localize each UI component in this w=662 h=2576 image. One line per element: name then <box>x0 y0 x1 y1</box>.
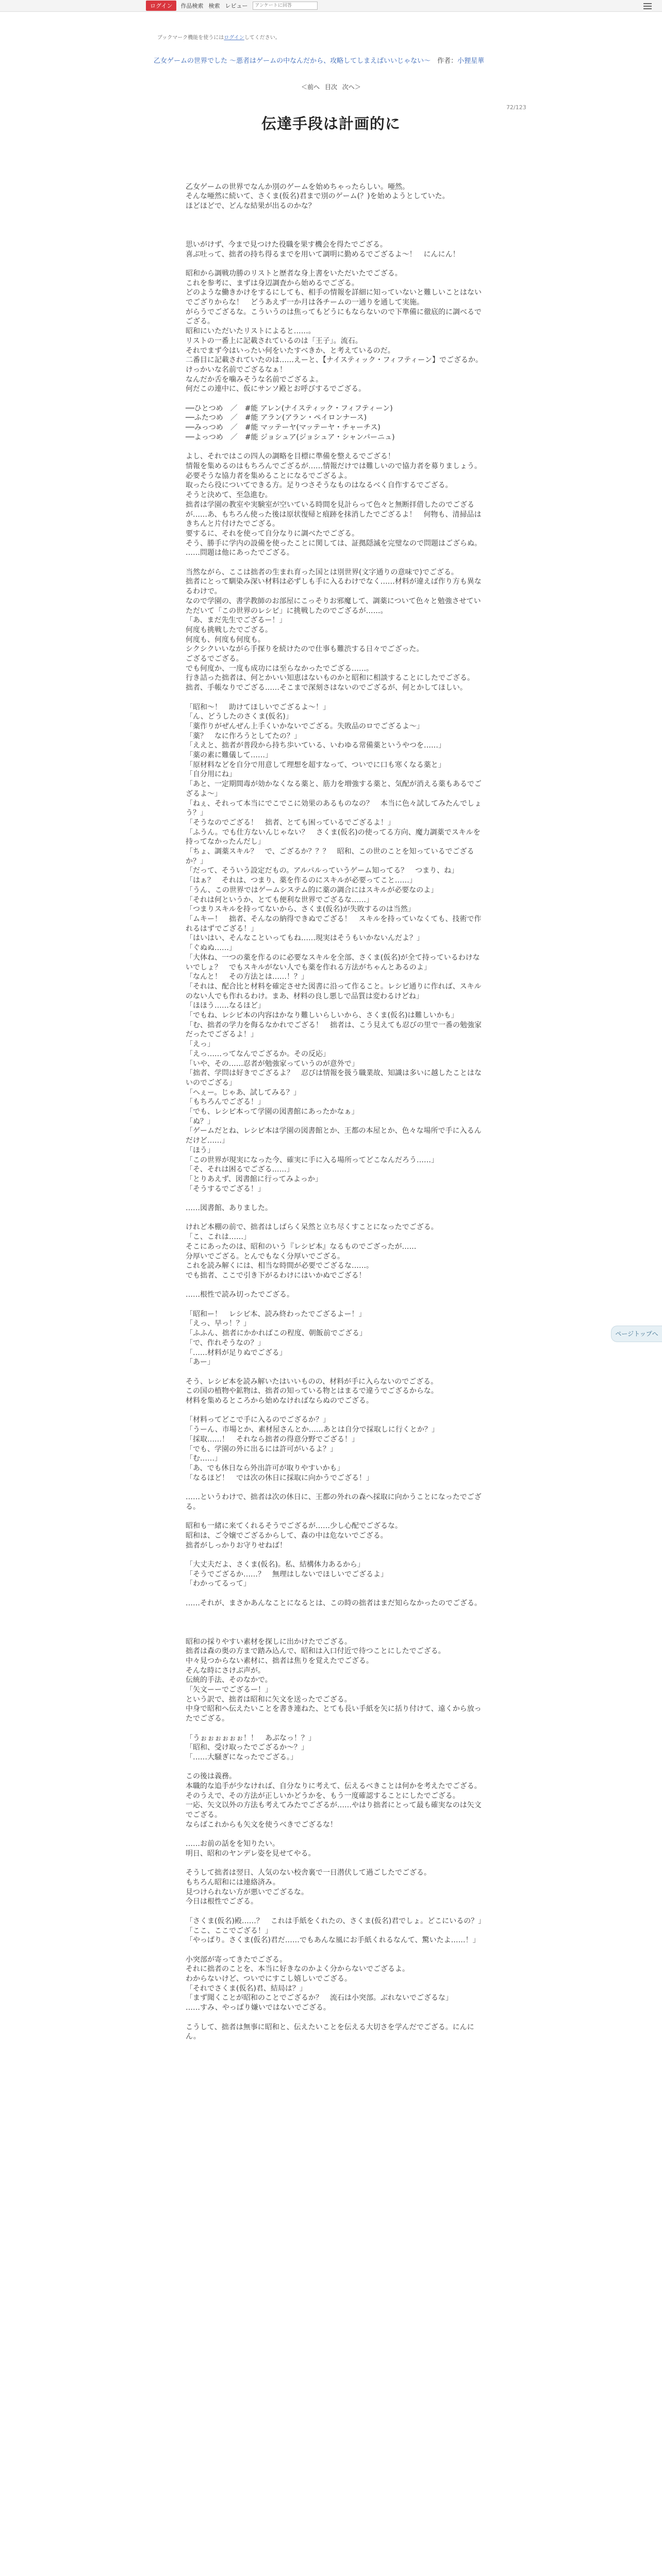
body-paragraph: 「まず聞くことが昭和のことでござるか？ 流石は小突部。ぶれないでござるな」 <box>186 1994 453 2003</box>
body-paragraph: そうして拙者は翌日、人気のない校舎裏で一日潜伏して過ごしたでござる。 <box>186 1869 431 1877</box>
body-paragraph: 「この世界が現実になった今、確実に手に入る場所ってどこなんだろう……」 <box>186 1156 438 1164</box>
body-paragraph: 「ねぇ、それって本当にでこでこに効果のあるものなの？ 本当に色々試してみたんでしょう？」 <box>186 799 482 818</box>
body-paragraph: 「はいはい、そんなこといってもね……現実はそうもいかないんだよ？」 <box>186 934 424 943</box>
body-paragraph <box>186 211 485 221</box>
body-paragraph: ……お前の話をを知りたい。 <box>186 1840 279 1849</box>
body-paragraph: 「へぇー。じゃあ、試してみる？」 <box>186 1088 301 1097</box>
body-paragraph <box>186 173 485 182</box>
body-paragraph: ほどほどで、どんな結果が出るのかな？ <box>186 202 316 211</box>
body-paragraph <box>186 1300 485 1310</box>
author-link[interactable]: 小狸星華 <box>457 57 485 65</box>
notice-text: ブックマーク機能を使うには <box>157 35 224 41</box>
body-paragraph: 「いや、その……忍者が勉強家っていうのが意外で」 <box>186 1059 359 1068</box>
body-paragraph <box>186 1762 485 1772</box>
body-paragraph <box>186 221 485 230</box>
nav-link-search[interactable]: 検索 <box>208 3 220 9</box>
body-paragraph: ……というわけで、拙者は次の休日に、王都の外れの森へ採取に向かうことになったでござる。 <box>186 1493 482 1511</box>
chapter-navigation <box>294 82 368 91</box>
body-paragraph <box>186 1281 485 1291</box>
body-paragraph <box>186 1907 485 1917</box>
body-paragraph: 「でも、レシピ本って学園の図書館にあったかなぁ」 <box>186 1108 359 1116</box>
body-paragraph: 「わかってるって」 <box>186 1580 251 1588</box>
body-paragraph: 「ここ、ここでござる！」 <box>186 1926 272 1935</box>
body-paragraph <box>186 1589 485 1599</box>
body-paragraph: 「もちろんでござる！」 <box>186 1098 265 1107</box>
body-paragraph: 必要そうな協力者を集めることになるでござるよ。 <box>186 471 352 480</box>
body-paragraph: 「薬の素に難儀して……」 <box>186 751 272 760</box>
body-paragraph: 見つけられない方が悪いでござるな。 <box>186 1888 308 1896</box>
page-top-button[interactable]: ページトップへ <box>611 1326 662 1342</box>
body-paragraph: なんだか舌を噛みそうな名前でござるよ。 <box>186 375 323 384</box>
body-paragraph: 「やっぱり。さくま(仮名)君だ……でもあんな風にお手紙くれるなんて、驚いたよ……！」 <box>186 1936 480 1945</box>
body-paragraph: 「あー」 <box>186 1358 214 1367</box>
body-paragraph: 「ん、どうしたのさくま(仮名)」 <box>186 713 293 721</box>
body-paragraph: 情報を集めるのはもちろんでござるが……情報だけでは難しいので協力者を募りましょう。 <box>186 462 482 470</box>
body-paragraph: 伝統的手法、そのなかで。 <box>186 1676 272 1685</box>
next-chapter-link[interactable]: 次へ＞ <box>342 83 361 91</box>
body-paragraph: よし、それではこの四人の調略を目標に準備を整えるでござる！ <box>186 452 395 461</box>
body-paragraph: がらうでござるな。こういうのは焦ってもどうにもならないので下準備に徹底的に調べるでござる。 <box>186 308 482 326</box>
body-paragraph: 「大体ね、一つの薬を作るのに必要なスキルを全部、さくま(仮名)が全て持っているわけないでしょ？ でもスキルがない人でも薬を作れる方法がちゃんとあるのよ」 <box>186 953 480 972</box>
body-paragraph: そんな唖然に続いて、さくま(仮名)君まで別のゲーム(？)を始めようとしていた。 <box>186 192 450 201</box>
body-paragraph <box>186 1550 485 1560</box>
body-paragraph: わからないけど、ついでにすこし嬉しいでござる。 <box>186 1975 352 1984</box>
nav-link-search-works[interactable]: 作品検索 <box>180 3 204 9</box>
body-paragraph: 「拙者、学問は好きでござるよ？ 忍びは情報を扱う職業故、知識は多いに越したことはないのでござる」 <box>186 1069 482 1087</box>
body-paragraph <box>186 259 485 269</box>
body-paragraph: 「それは何というか、とても便利な世界でござるな……」 <box>186 895 373 904</box>
body-paragraph <box>186 1628 485 1637</box>
page-number: 72/123 <box>506 104 526 111</box>
body-paragraph: 一応、矢文以外の方法も考えてみたでござるが……やはり拙者にとって最も確実なのは矢文でござる。 <box>186 1801 482 1820</box>
body-paragraph: 「む、拙者の学力を侮るなかれでござる！ 拙者は、こう見えても忍びの里で一番の勉強家だったでござるよ！」 <box>186 1021 482 1039</box>
body-paragraph: 「でもね、レシピ本の内容はかなり難しいらしいから、さくま(仮名)は難しいかも」 <box>186 1011 458 1020</box>
body-paragraph: 昭和は、ご令嬢でござるからして、森の中は危ないでござる。 <box>186 1531 388 1540</box>
body-paragraph: リストの一番上に記載されているのは「王子」。流石。 <box>186 336 362 345</box>
author-separator: 作者： <box>431 57 458 65</box>
table-of-contents-link[interactable]: 目次 <box>324 83 337 91</box>
body-paragraph: 材料を集めるところから始めなければならぬのでござる。 <box>186 1397 373 1405</box>
body-paragraph: 「えっ、早っ！？」 <box>186 1319 251 1328</box>
body-paragraph: 何度も、何度も何度も。 <box>186 635 265 644</box>
top-navigation <box>146 1 318 10</box>
body-paragraph: そう、レシピ本を読み解いたはいいものの、材料が手に入らないのでござる。 <box>186 1377 438 1386</box>
body-paragraph: でも何度か、一度も成功には至らなかったでござる……。 <box>186 664 373 673</box>
body-paragraph <box>186 443 485 452</box>
body-paragraph: 「それでさくま(仮名)君、結局は？」 <box>186 1984 307 1993</box>
body-paragraph: もちろん昭和には連絡済み。 <box>186 1878 280 1887</box>
body-paragraph: それに拙者のことを、本当に好きなのかよく分からないでござるよ。 <box>186 1965 409 1974</box>
body-paragraph: でも拙者、ここで引き下がるわけにはいかぬでござる！ <box>186 1271 366 1280</box>
notice-login-link[interactable]: ログイン <box>224 35 244 41</box>
body-paragraph: そのうえで、その方法が正しいかどうかを、もう一度確認することにしたでござる。 <box>186 1791 460 1800</box>
body-paragraph: 拙者、手帳なりでござる……そこまで深刻さはないのでござるが、何とかしてほしい。 <box>186 684 467 692</box>
body-paragraph: という訳で、拙者は昭和に矢文を送ったでござる。 <box>186 1695 352 1704</box>
body-paragraph: この国の植物や鉱物は、拙者の知っている物とはまるで違うでござるからな。 <box>186 1387 438 1396</box>
body-paragraph: 「こ、これは……」 <box>186 1233 251 1242</box>
body-paragraph: ならばこれからも矢文を使うべきでござるな！ <box>186 1820 337 1829</box>
body-paragraph: これを読み解くには、相当な時間が必要でござるな……。 <box>186 1262 373 1270</box>
body-paragraph: 「それは、配合比と材料を確定させた図書に沿って作ること。レシピ通りに作れば、スキルのない人でも作れるわけ。まあ、材料の良し悪しで品質は変わるけどね」 <box>186 982 482 1001</box>
body-paragraph: 「矢文ーーでござるー！」 <box>186 1686 272 1694</box>
body-paragraph: 「そうするでござる！」 <box>186 1184 265 1193</box>
body-paragraph: 本職的な追手が少なければ、自分なりに考えて、伝えるべきことは何かを考えたでござる。 <box>186 1782 482 1791</box>
body-paragraph: なので学園の、書学教師のお部屋にこっそりお邪魔して、調薬について色々と勉強させていただいて「この世界のレシピ」に挑戦したのでござるが……。 <box>186 597 481 615</box>
body-paragraph <box>186 1406 485 1416</box>
body-paragraph <box>186 1512 485 1521</box>
body-paragraph: ……すみ、やっぱり嫌いではないでござる。 <box>186 2004 330 2012</box>
body-paragraph: 昭和にいただいたリストによると……。 <box>186 327 316 336</box>
search-input[interactable] <box>253 2 318 10</box>
body-paragraph: 「ふうん。でも仕方ないんじゃない？ さくま(仮名)の使ってる方向、魔力調薬でスキルを持ってなかったんだし」 <box>186 828 481 846</box>
body-paragraph: 「ほほう……なるほど」 <box>186 1002 265 1010</box>
login-button[interactable]: ログイン <box>146 1 176 11</box>
body-paragraph: 「ほう」 <box>186 1146 214 1155</box>
body-paragraph: 明日、昭和のヤンデレ姿を見せてやる。 <box>186 1849 316 1858</box>
body-paragraph: 「あと、一定期間毒が効かなくなる薬と、筋力を増強する薬と、気配が消える薬もあるでござるよ～」 <box>186 780 482 798</box>
body-paragraph: 中身で昭和へ伝えたいことを書き連ねた、とても長い手紙を矢に括り付けて、遠くから放ったでござる。 <box>186 1705 482 1723</box>
body-paragraph <box>186 1618 485 1628</box>
body-paragraph: 昭和も一緒に来てくれるそうでござるが……少し心配でござるな。 <box>186 1522 402 1531</box>
body-paragraph: シクシクいいながら手探りを続けたので仕事も難渋する日々でござった。 <box>186 645 424 654</box>
top-navigation-bar <box>0 0 662 12</box>
body-paragraph: 小突部が寄ってきたでござる。 <box>186 1955 287 1964</box>
body-paragraph: ──みっつめ ／ #能 マッテーヤ(マッテーヤ・チャーチス) <box>186 423 380 432</box>
body-paragraph: ……それが、まさかあんなことになるとは、この時の拙者はまだ知らなかったのでござる。 <box>186 1599 482 1607</box>
body-paragraph: 「昭和、受け取ったでござるか～？」 <box>186 1743 308 1752</box>
body-paragraph <box>186 558 485 568</box>
body-paragraph: ──ひとつめ ／ #能 アレン(ナイスティック・フィフティーン) <box>186 404 393 413</box>
body-paragraph: 「そうなのでござる！ 拙者、とても困っているでござるよ！」 <box>186 818 395 827</box>
body-paragraph: けれど本棚の前で、拙者はしばらく呆然と立ち尽くすことになったでござる。 <box>186 1223 438 1232</box>
body-paragraph: 「あ、でも休日なら外出許可が取りやすいかも」 <box>186 1464 344 1472</box>
series-title-link[interactable]: 乙女ゲームの世界でした 〜悪者はゲームの中なんだから、攻略してしまえばいいじゃない〜 <box>154 57 431 65</box>
body-paragraph: ──よっつめ ／ #能 ジョシュア(ジョシュア・シャンパーニュ) <box>186 433 395 442</box>
body-paragraph: 「……材料が足りぬでござる」 <box>186 1348 287 1357</box>
body-paragraph: 「なんと！ その方法とは……！？」 <box>186 973 308 981</box>
body-paragraph: 分厚いでござる。とんでもなく分厚いでござる。 <box>186 1252 344 1261</box>
body-paragraph: 拙者がしっかりお守りせねば！ <box>186 1541 287 1550</box>
body-paragraph <box>186 230 485 240</box>
body-paragraph <box>186 394 485 404</box>
body-paragraph <box>186 1367 485 1377</box>
body-paragraph: 昭和の採りやすい素材を探しに出かけたでござる。 <box>186 1637 352 1646</box>
chapter-title: 伝達手段は計画的に <box>261 115 401 132</box>
body-paragraph <box>186 1830 485 1840</box>
body-paragraph: ござるでござる。 <box>186 655 243 664</box>
body-paragraph: 「うん、この世界ではゲームシステム的に薬の調合にはスキルが必要なのよ」 <box>186 886 438 894</box>
body-paragraph: 何度も挑戦したでござる。 <box>186 625 272 634</box>
body-paragraph: 「昭和ー！ レシピ本、読み終わったでござるよー！」 <box>186 1310 366 1318</box>
body-paragraph: 「薬？ なに作ろうとしてたの？」 <box>186 732 301 740</box>
body-paragraph: 拙者は森の奥の方まで踏み込んで、昭和は入口付近で待つことにしたでござる。 <box>186 1647 445 1656</box>
body-paragraph: 当然ながら、ここは拙者の生まれ育った国とは別世界(文字通りの意味で)でござる。 <box>186 568 458 577</box>
body-paragraph <box>186 1194 485 1204</box>
body-paragraph: ──ふたつめ ／ #能 アラン(アラン・ペイロンナース) <box>186 414 367 422</box>
body-paragraph: ……根性で読み切ったでござる。 <box>186 1291 294 1299</box>
body-paragraph: そこにあったのは、昭和のいう『レシピ本』なるものでござったが…… <box>186 1242 417 1251</box>
body-paragraph: 「大丈夫だよ、さくま(仮名)。私、結構体力あるから」 <box>186 1560 365 1569</box>
body-paragraph: この後は義務。 <box>186 1772 236 1781</box>
body-paragraph: 行き詰った拙者は、何とかいい知恵はないものかと昭和に相談することにしたでござる。 <box>186 674 474 683</box>
notice-suffix: してください。 <box>244 35 280 41</box>
body-paragraph: 今日は根性でござる。 <box>186 1897 258 1906</box>
body-paragraph: 「む……」 <box>186 1454 222 1463</box>
body-paragraph: 「うぉぉぉぉぉぉ！！ あぶなっ！？」 <box>186 1734 316 1742</box>
body-paragraph: 「昭和～！ 助けてほしいでござるよ～！」 <box>186 703 330 711</box>
body-paragraph: ……問題は他にあったでござる。 <box>186 549 294 557</box>
body-paragraph: 「でも、学園の外に出るには許可がいるよ？」 <box>186 1445 337 1453</box>
body-paragraph: 要するに、それを使って自分なりに調べたでござる。 <box>186 529 359 538</box>
body-paragraph: ……図書館、ありました。 <box>186 1204 272 1213</box>
body-paragraph: 「そ、それは困るでござる……」 <box>186 1165 294 1174</box>
body-paragraph: そうと決めて、至急進む。 <box>186 491 272 500</box>
body-paragraph: 中々見つからない素材に、拙者は焦りを覚えたでござる。 <box>186 1656 373 1665</box>
body-paragraph: 喜ぶ吐って、拙者の持ち得るまでを用いて調明に勤めるでござるよ～！ にんにん！ <box>186 250 460 259</box>
series-info <box>154 55 484 65</box>
body-paragraph: 「ええと、拙者が普段から持ち歩いている、いわゆる常備薬というやつを……」 <box>186 741 445 750</box>
body-paragraph: 「ちょ、調薬スキル？ で、ござるか？？？ 昭和、この世のことを知っているでござるか？」 <box>186 848 474 866</box>
hamburger-menu-icon[interactable] <box>643 2 652 10</box>
body-paragraph: 「で、作れそうなの？」 <box>186 1338 265 1347</box>
body-paragraph <box>186 2013 485 2023</box>
body-paragraph: 乙女ゲームの世界でなんか別のゲームを始めちゃったらしい。唖然。 <box>186 182 409 191</box>
body-paragraph: 何だこの連中に、仮にサンソ殿とお呼びするでござる。 <box>186 385 366 394</box>
body-paragraph: 「ゲームだとね、レシピ本は学園の図書館とか、王都の本屋とか、色々な場所で手に入るんだけど……」 <box>186 1127 482 1145</box>
body-paragraph <box>186 693 485 703</box>
body-paragraph: けっかいな名前でござるなぁ！ <box>186 365 287 374</box>
body-paragraph: 「ぐぬぬ……」 <box>186 944 236 953</box>
body-paragraph: 取ったら役についてできる方。足りつさそうなものはなるべく自作するでござる。 <box>186 481 453 490</box>
body-paragraph: 「さくま(仮名)殿……？ これは手紙をくれたの、さくま(仮名)君でしょ。どこにいるの？」 <box>186 1917 486 1925</box>
body-paragraph: 「とりあえず、図書館に行ってみよっか」 <box>186 1175 322 1183</box>
body-paragraph: 「そうでござるか……？ 無理はしないでほしいでござるよ」 <box>186 1570 388 1579</box>
body-paragraph: 「なるほど！ では次の休日に採取に向かうでござる！」 <box>186 1473 373 1482</box>
body-paragraph: 「あ、まだ先生でござるー！」 <box>186 616 287 625</box>
body-paragraph <box>186 1213 485 1223</box>
body-paragraph: 昭和から調戦功勝のリストと歴者な身上書をいただいたでござる。 <box>186 269 402 278</box>
body-paragraph: 「材料ってどこで手に入るのでござるか？」 <box>186 1416 330 1425</box>
body-paragraph: 「えっ」 <box>186 1040 214 1049</box>
body-paragraph: 「ムキー！ 拙者、そんなの納得できぬでござる！ スキルを持っていなくても、技術で作れるはずでござる！」 <box>186 915 482 933</box>
body-paragraph: 「えっ……ってなんでござるか。その反応」 <box>186 1049 330 1058</box>
body-paragraph: 「ぬ？」 <box>186 1117 214 1126</box>
nav-link-review[interactable]: レビュー <box>225 3 248 9</box>
body-paragraph: 「採取……！ それなら拙者の得意分野でござる！」 <box>186 1435 359 1444</box>
body-paragraph <box>186 1945 485 1955</box>
body-paragraph <box>186 1608 485 1618</box>
body-paragraph: そう、勝手に学内の設備を使ったことに関しては、証拠隠滅を完璧なので問題はござらぬ。 <box>186 539 482 548</box>
body-paragraph: 拙者は学園の教室や実験室が空いている時間を見計らって色々と無断拝借したのでござるが……あ、もちろん使った後は原状復帰と痕跡を抹消したでござるよ！ 何物も、清掃品はきちんと片付けたでござる。 <box>186 500 482 529</box>
body-paragraph: 「はぁ？ それは、つまり、薬を作るのにスキルが必要ってこと……」 <box>186 876 417 885</box>
body-paragraph: どのような働きかけをするにしても、相手の情報を詳細に知っていないと難しいことはないでござりからな！ どうあえず一か月は各チームの一通りを通して実施。 <box>186 289 482 307</box>
body-paragraph: 「薬作りがぜんぜん上手くいかないでござる。失敗品のロでござるよ～」 <box>186 722 424 731</box>
prev-chapter-link[interactable]: ＜前へ <box>301 83 320 91</box>
body-paragraph: 「だって、そういう設定だもの。アルパルっていうゲーム知ってる？ つまり、ね」 <box>186 867 459 875</box>
bookmark-login-notice <box>157 33 280 41</box>
body-paragraph: 「ふふん、拙者にかかればこの程度、朝飯前でござる」 <box>186 1329 367 1338</box>
body-paragraph: そんな時にさけぶ声が。 <box>186 1666 265 1675</box>
body-paragraph: これを参考に、まずは身辺調査から始めるでござる。 <box>186 279 359 287</box>
body-paragraph: 「うーん、市場とか、素材屋さんとか……あとは自分で採取しに行くとか？」 <box>186 1426 439 1434</box>
body-paragraph: 思いがけず、今まで見つけた役職を果す機会を得たでござる。 <box>186 240 387 249</box>
body-paragraph: 拙者にとって馴染み深い材料は必ずしも手に入るわけでなく……材料が違えば作り方も異なるわけで。 <box>186 578 482 596</box>
body-paragraph <box>186 1859 485 1869</box>
body-paragraph: それでまず今はいったい何をいたすべきか、と考えているのだ。 <box>186 346 395 355</box>
body-paragraph: 「自分用にね」 <box>186 770 236 779</box>
body-paragraph <box>186 1483 485 1493</box>
body-paragraph: 「……大騒ぎになったでござる。」 <box>186 1753 297 1761</box>
body-paragraph: 二番目に記載されていたのは……えーと、【ナイスティック・フィフティーン】でござるか。 <box>186 356 483 365</box>
body-paragraph: こうして、拙者は無事に昭和と、伝えたいことを伝える大切さを学んだでござる。にんにん。 <box>186 2023 474 2041</box>
body-paragraph: 「つまりスキルを持ってないから、さくま(仮名)が失敗するのは当然」 <box>186 905 415 914</box>
body-paragraph <box>186 1724 485 1734</box>
chapter-body <box>186 173 485 2042</box>
body-paragraph: 「原材料などを自分で用意して理想を超すなって、ついでに口も寒くなる薬と」 <box>186 760 445 769</box>
